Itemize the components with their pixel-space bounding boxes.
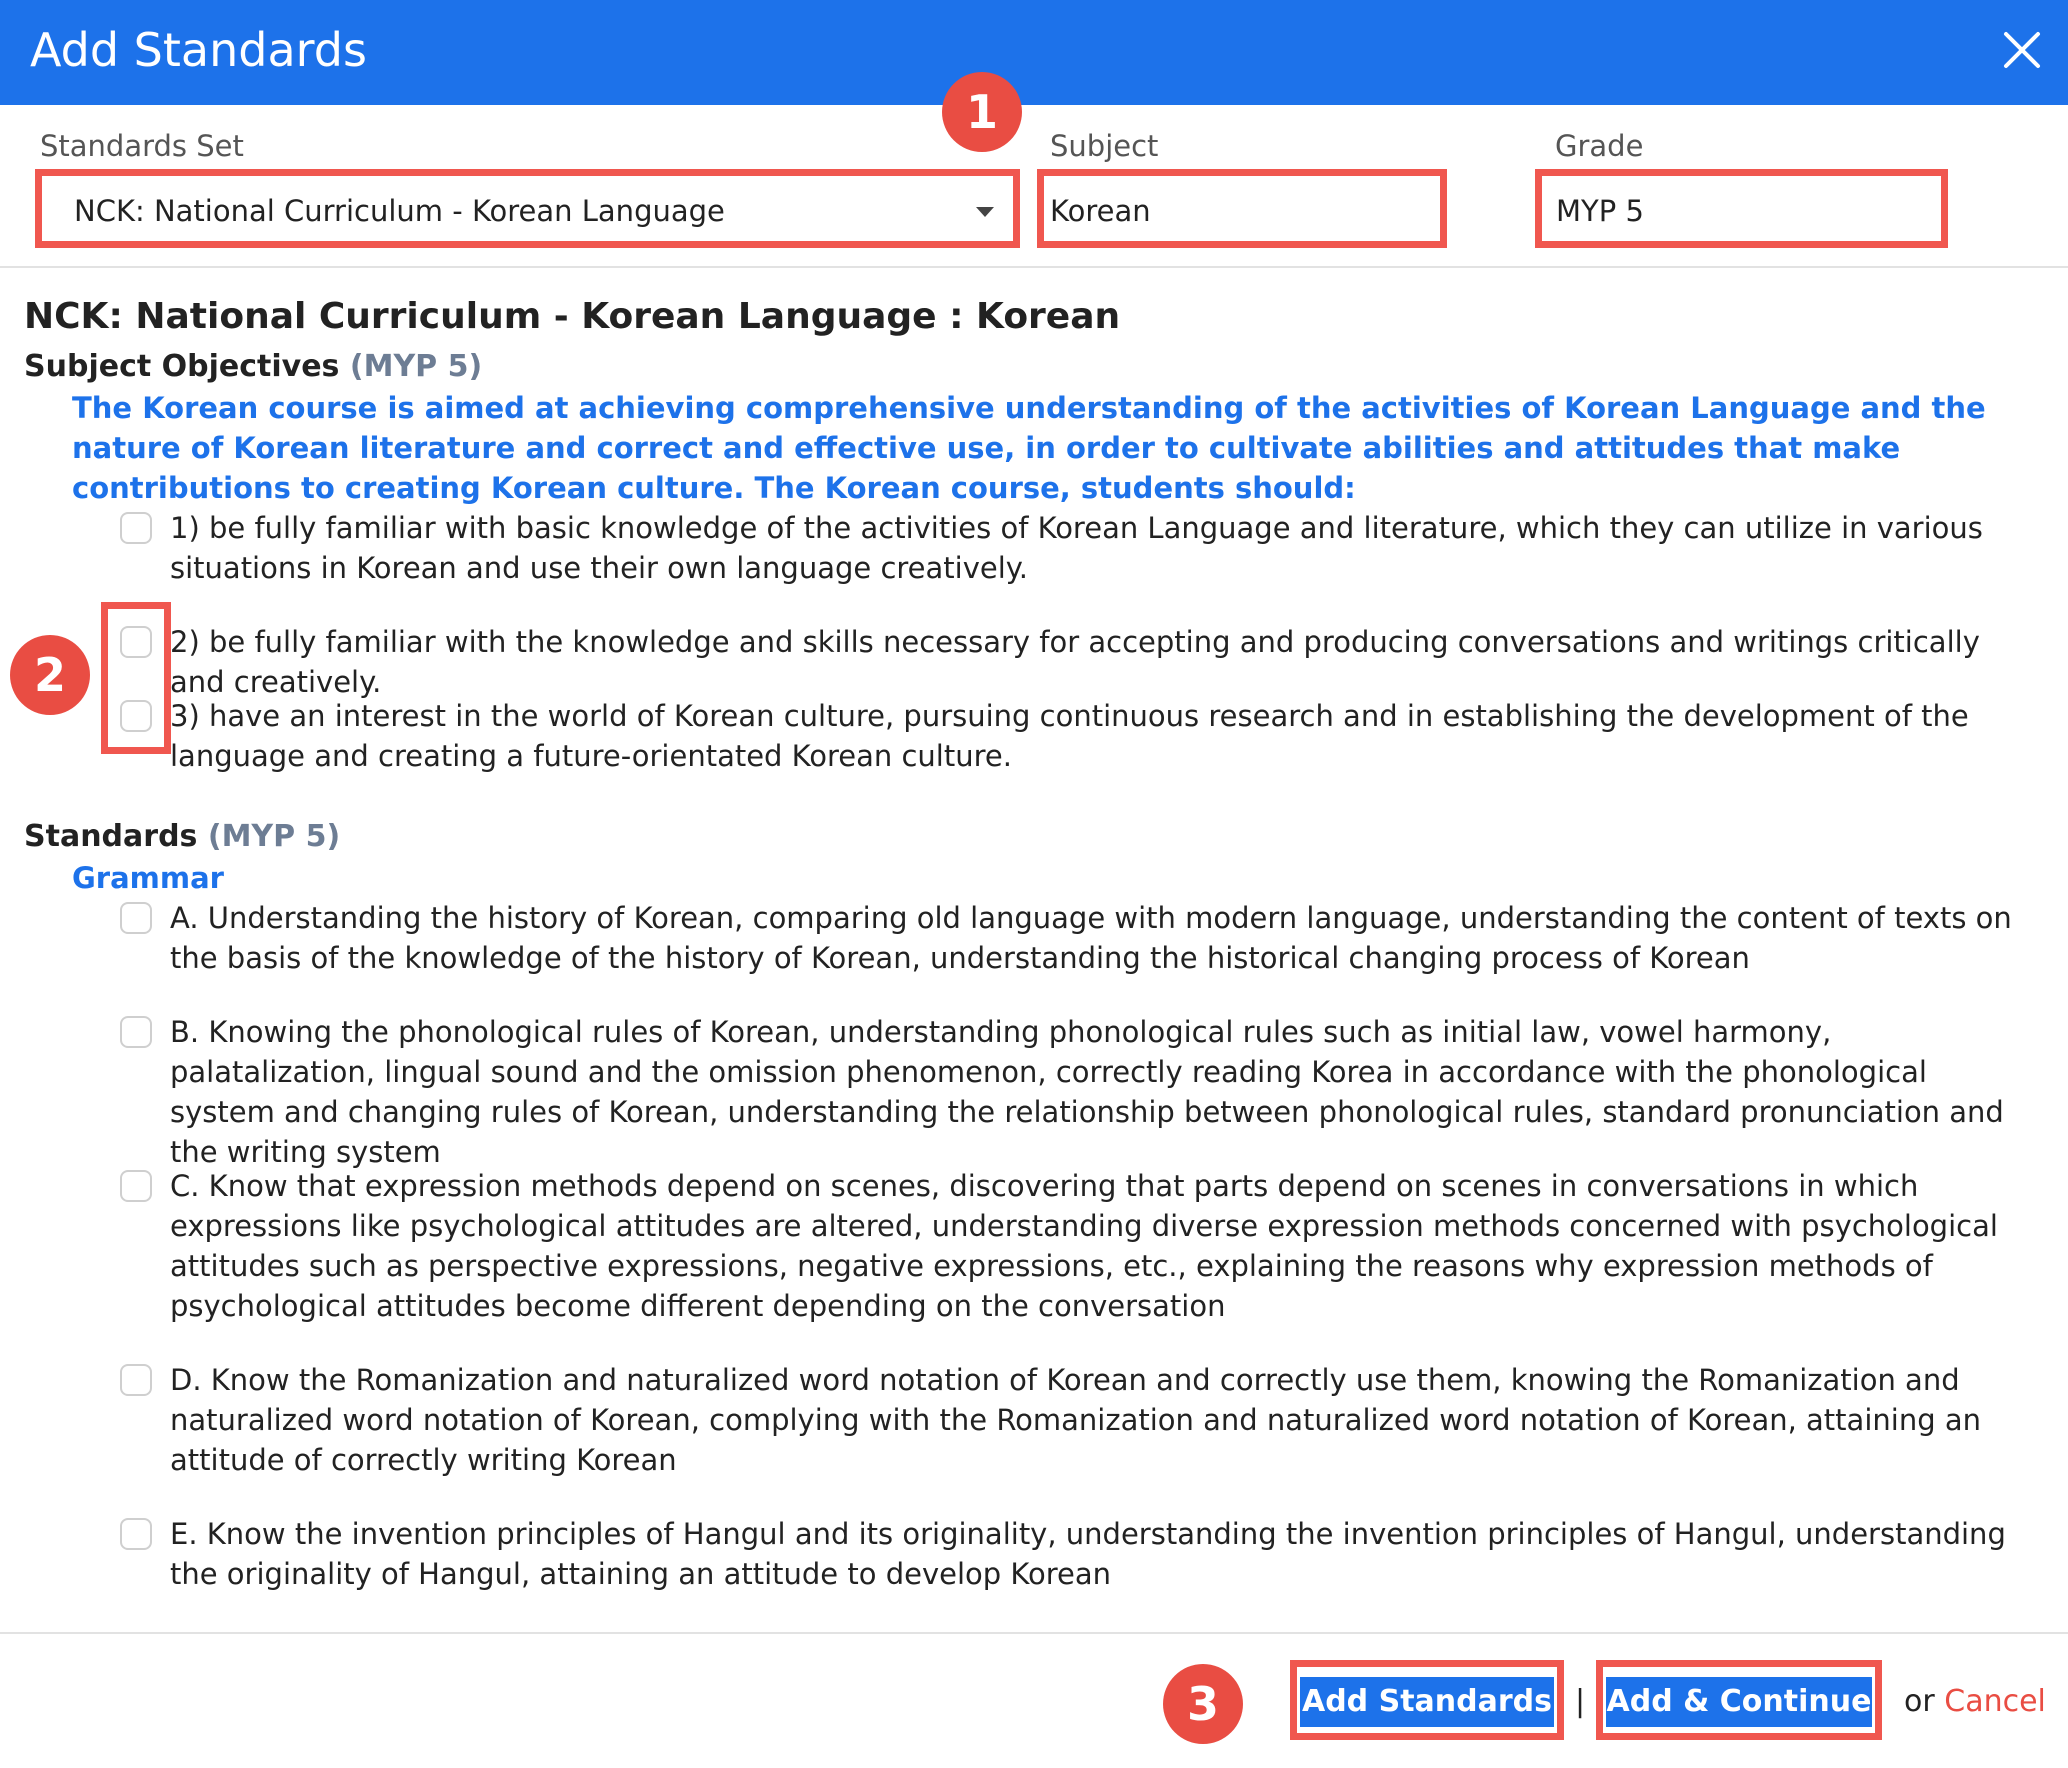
standard-item	[120, 1012, 2020, 1172]
standard-text: E. Know the invention principles of Hangul and its originality, understanding the invention principles of Hangul, understanding the originality of Hangul, attaining an attitude to develop Korean	[170, 1517, 2006, 1591]
standard-text: D. Know the Romanization and naturalized word notation of Korean and correctly use them, knowing the Romanization and naturalized word notation of Korean, complying with the Romanization and naturalized word notation of Korean, attaining an attitude of correctly writing Korean	[170, 1363, 1981, 1477]
standards-set-select[interactable]	[42, 178, 1012, 244]
standards-heading-text: Standards	[24, 819, 198, 854]
content-title: NCK: National Curriculum - Korean Language : Korean	[24, 296, 1121, 337]
standard-checkbox-e[interactable]	[120, 1518, 152, 1550]
add-standards-button[interactable]: Add Standards	[1300, 1677, 1554, 1727]
annotation-badge-1: 1	[942, 72, 1022, 152]
standards-set-label: Standards Set	[40, 129, 244, 163]
objective-item	[120, 508, 2020, 588]
objective-item	[120, 696, 2020, 776]
caret-down-icon	[976, 207, 994, 217]
objective-checkbox-2[interactable]	[120, 626, 152, 658]
add-continue-button[interactable]: Add & Continue	[1606, 1677, 1872, 1727]
standards-heading	[24, 817, 340, 857]
objectives-grade: (MYP 5)	[349, 349, 483, 384]
objective-checkbox-3[interactable]	[120, 700, 152, 732]
grammar-subheading: Grammar	[72, 861, 224, 895]
grade-field[interactable]	[1546, 178, 1936, 244]
objective-text: 2) be fully familiar with the knowledge and skills necessary for accepting and producing conversations and writings critically and creatively.	[170, 625, 1980, 699]
button-separator: |	[1575, 1684, 1586, 1719]
standard-checkbox-b[interactable]	[120, 1016, 152, 1048]
subject-field[interactable]	[1046, 178, 1436, 244]
standard-text: A. Understanding the history of Korean, comparing old language with modern language, understanding the content of texts on the basis of the knowledge of the history of Korean, understanding the historical changing process of Korean	[170, 901, 2012, 975]
objectives-heading-text: Subject Objectives	[24, 349, 340, 384]
standard-checkbox-d[interactable]	[120, 1364, 152, 1396]
dialog-header	[0, 0, 2068, 105]
standards-grade: (MYP 5)	[207, 819, 341, 854]
dialog-title: Add Standards	[30, 23, 367, 77]
standard-item	[120, 1166, 2020, 1326]
header-divider	[0, 266, 2068, 268]
standard-item	[120, 898, 2020, 978]
objective-text: 3) have an interest in the world of Korean culture, pursuing continuous research and in establishing the development of the language and creating a future-orientated Korean culture.	[170, 699, 1969, 773]
cancel-group	[1904, 1682, 2046, 1722]
standard-item	[120, 1360, 2020, 1480]
objective-text: 1) be fully familiar with basic knowledge of the activities of Korean Language and literature, which they can utilize in various situations in Korean and use their own language creatively.	[170, 511, 1983, 585]
standards-set-value: NCK: National Curriculum - Korean Language	[74, 194, 725, 228]
standard-text: B. Knowing the phonological rules of Korean, understanding phonological rules such as initial law, vowel harmony, palatalization, lingual sound and the omission phenomenon, correctly reading Korea in accordance with the phonological system and changing rules of Korean, understanding the relationship between phonological rules, standard pronunciation and the writing system	[170, 1015, 2004, 1169]
standard-item	[120, 1514, 2020, 1594]
standard-checkbox-a[interactable]	[120, 902, 152, 934]
objectives-heading	[24, 347, 482, 387]
cancel-link[interactable]: Cancel	[1944, 1684, 2046, 1719]
objectives-intro: The Korean course is aimed at achieving comprehensive understanding of the activities of Korean Language and the nature of Korean literature and correct and effective use, in order to cultivate abilities and attitudes that make contributions to creating Korean culture. The Korean course, students should:	[72, 391, 1986, 505]
standard-text: C. Know that expression methods depend on scenes, discovering that parts depend on scenes in conversations in which expressions like psychological attitudes are altered, understanding diverse expression methods concerned with psychological attitudes such as perspective expressions, negative expressions, etc., explaining the reasons why expression methods of psychological attitudes become different depending on the conversation	[170, 1169, 1998, 1323]
footer-divider	[0, 1632, 2068, 1634]
objective-item	[120, 622, 2020, 702]
grade-label: Grade	[1555, 129, 1644, 163]
annotation-badge-3: 3	[1163, 1664, 1243, 1744]
or-text: or	[1904, 1684, 1935, 1719]
standard-checkbox-c[interactable]	[120, 1170, 152, 1202]
grade-value: MYP 5	[1556, 194, 1644, 228]
annotation-badge-2: 2	[10, 635, 90, 715]
objective-checkbox-1[interactable]	[120, 512, 152, 544]
subject-value: Korean	[1050, 194, 1151, 228]
close-icon[interactable]	[2000, 28, 2044, 72]
subject-label: Subject	[1050, 129, 1159, 163]
